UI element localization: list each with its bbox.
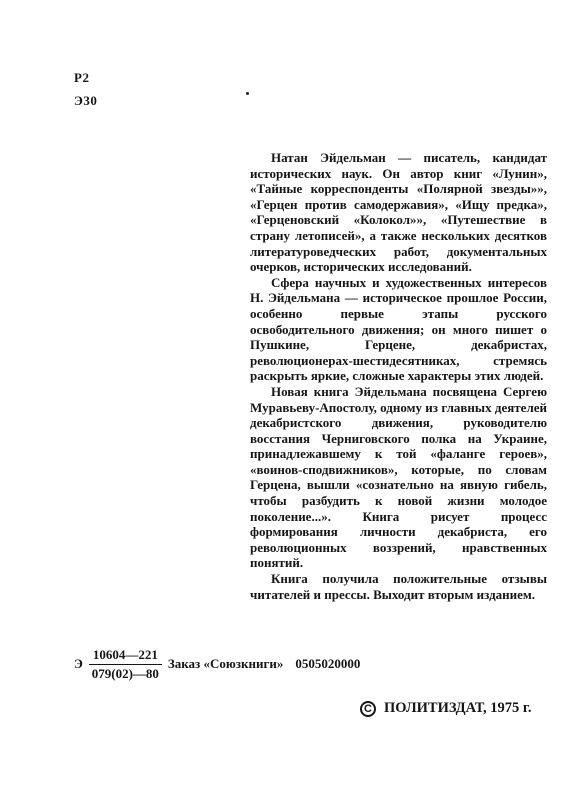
copyright-icon: C [360,701,376,717]
index-prefix: Э [74,656,83,671]
index-numerator: 10604—221 [89,647,162,665]
publication-index [74,644,360,684]
print-speck [246,92,249,95]
publisher-line [360,700,531,717]
index-denominator: 079(02)—80 [91,665,159,681]
annotation-paragraph: Натан Эйдельман — писатель, кандидат исторических наук. Он автор книг «Лунин», «Тайные корреспонденты «Полярной звезды»», «Герцен против самодержавия», «Ищу предка», «Герценовский «Колокол»», «Путешествие в страну летописей», а также нескольких десятков литературоведческих работ, документальных очерков, исторических исследований. [250,150,547,275]
annotation [250,150,547,602]
annotation-paragraph: Новая книга Эйдельмана посвящена Сергею Муравьеву-Апостолу, одному из главных деятелей декабристского движения, руководителю восстания Черниговского полка на Украине, принадлежавшему к той «фаланге героев», «воинов-сподвижников», которые, по словам Герцена, вышли «сознательно на явную гибель, чтобы разбудить к новой жизни молодое поколение...». Книга рисует процесс формирования личности декабриста, его революционных воззрений, нравственных понятий. [250,383,547,571]
author-mark: Э30 [74,93,98,108]
order-code: 0505020000 [295,656,361,671]
annotation-paragraph: Книга получила положительные отзывы читателей и прессы. Выходит вторым изданием. [250,571,547,602]
index-fraction [89,647,162,682]
publisher-text: ПОЛИТИЗДАТ, 1975 г. [384,700,532,716]
order-text: Заказ «Союзкниги» [167,656,284,671]
bbk-code: Р2 [74,70,90,85]
annotation-paragraph: Сфера научных и художественных интересов Н. Эйдельмана — историческое прошлое России, особенно первые этапы русского освободительного движения; он много пишет о Пушкине, Герцене, декабристах, революционерах-шестидесятниках, стремясь раскрыть яркие, сложные характеры этих людей. [250,274,547,384]
